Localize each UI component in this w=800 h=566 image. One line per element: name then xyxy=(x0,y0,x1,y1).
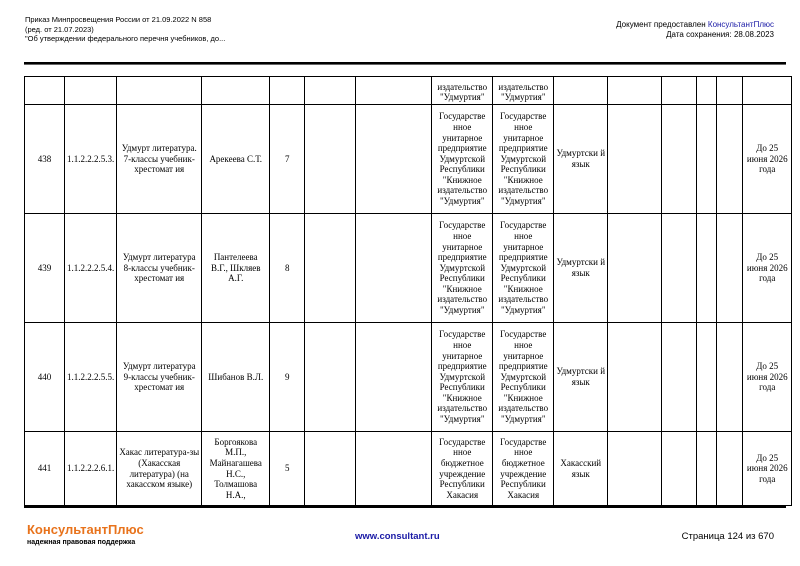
publisher-cell: Государстве нное унитарное предприятие Удмуртской Республики "Книжное издательство "Удмуртия" xyxy=(493,105,554,214)
row-number: 438 xyxy=(25,105,65,214)
textbook-table xyxy=(24,76,792,506)
website-link[interactable]: www.consultant.ru xyxy=(355,531,440,542)
row-authors: Шибанов В.Л. xyxy=(202,323,270,432)
row-language: Удмуртски й язык xyxy=(554,105,608,214)
header-divider xyxy=(24,62,786,65)
row-number: 441 xyxy=(25,432,65,506)
publisher-cell: издательство "Удмуртия" xyxy=(493,77,554,105)
row-title: Удмурт литература 8-классы учебник-хрестомат ия xyxy=(117,214,202,323)
publisher-cell: Государстве нное унитарное предприятие Удмуртской Республики "Книжное издательство "Удмуртия" xyxy=(432,105,493,214)
page-number: Страница 124 из 670 xyxy=(681,531,774,542)
publisher-cell: издательство "Удмуртия" xyxy=(432,77,493,105)
table-row xyxy=(25,214,792,323)
saved-date: Дата сохранения: 28.08.2023 xyxy=(666,30,774,39)
footer-divider xyxy=(24,506,786,508)
table-row xyxy=(25,77,792,105)
row-grade: 5 xyxy=(270,432,305,506)
header-line: Приказ Минпросвещения России от 21.09.2022 N 858 xyxy=(25,15,212,24)
row-grade: 8 xyxy=(270,214,305,323)
row-code: 1.1.2.2.2.5.4. xyxy=(65,214,117,323)
row-title: Хакас литература-зы (Хакасская литература) (на хакасском языке) xyxy=(117,432,202,506)
row-valid-until: До 25 июня 2026 года xyxy=(743,432,792,506)
publisher-cell: Государстве нное бюджетное учреждение Республики Хакасия xyxy=(432,432,493,506)
publisher-cell: Государстве нное бюджетное учреждение Республики Хакасия xyxy=(493,432,554,506)
header-line: "Об утверждении федерального перечня учебников, до... xyxy=(25,34,226,43)
publisher-cell: Государстве нное унитарное предприятие Удмуртской Республики "Книжное издательство "Удмуртия" xyxy=(493,214,554,323)
publisher-cell: Государстве нное унитарное предприятие Удмуртской Республики "Книжное издательство "Удмуртия" xyxy=(432,323,493,432)
row-number: 440 xyxy=(25,323,65,432)
logo-slogan: надежная правовая поддержка xyxy=(27,539,136,546)
row-number: 439 xyxy=(25,214,65,323)
row-code: 1.1.2.2.2.5.5. xyxy=(65,323,117,432)
row-valid-until: До 25 июня 2026 года xyxy=(743,323,792,432)
document-provider xyxy=(616,20,774,40)
row-title: Удмурт литература 9-классы учебник-хрестомат ия xyxy=(117,323,202,432)
row-code: 1.1.2.2.2.5.3. xyxy=(65,105,117,214)
consultant-logo xyxy=(27,522,144,546)
row-authors: Арекеева С.Т. xyxy=(202,105,270,214)
document-header-title xyxy=(25,15,225,44)
row-language: Хакасский язык xyxy=(554,432,608,506)
table-row xyxy=(25,432,792,506)
header-line: (ред. от 21.07.2023) xyxy=(25,24,94,34)
row-language: Удмуртски й язык xyxy=(554,214,608,323)
table-row xyxy=(25,105,792,214)
row-grade: 9 xyxy=(270,323,305,432)
publisher-cell: Государстве нное унитарное предприятие Удмуртской Республики "Книжное издательство "Удмуртия" xyxy=(493,323,554,432)
row-valid-until: До 25 июня 2026 года xyxy=(743,105,792,214)
logo-name: КонсультантПлюс xyxy=(27,522,144,537)
row-code: 1.1.2.2.2.6.1. xyxy=(65,432,117,506)
row-authors: Пантелеева В.Г., Шкляев А.Г. xyxy=(202,214,270,323)
table-row xyxy=(25,323,792,432)
brand-link[interactable]: КонсультантПлюс xyxy=(707,20,774,29)
row-valid-until: До 25 июня 2026 года xyxy=(743,214,792,323)
publisher-cell: Государстве нное унитарное предприятие Удмуртской Республики "Книжное издательство "Удмуртия" xyxy=(432,214,493,323)
row-language: Удмуртски й язык xyxy=(554,323,608,432)
row-grade: 7 xyxy=(270,105,305,214)
row-authors: Боргоякова М.П., Майнагашева Н.С., Толмашова Н.А., xyxy=(202,432,270,506)
provided-label: Документ предоставлен xyxy=(616,20,706,29)
row-title: Удмурт литература. 7-классы учебник-хрестомат ия xyxy=(117,105,202,214)
